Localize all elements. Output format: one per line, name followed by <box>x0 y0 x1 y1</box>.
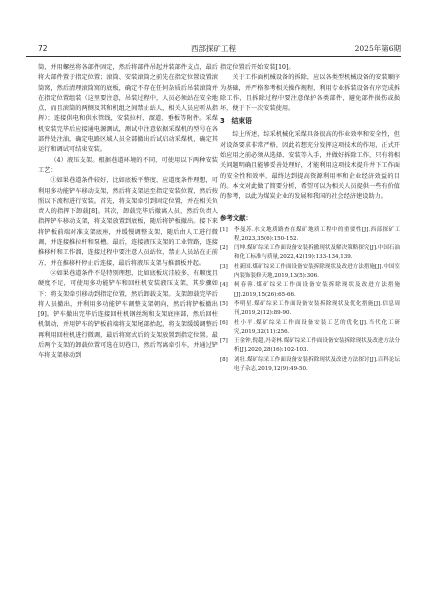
reference-item <box>220 226 400 245</box>
journal-title: 西部探矿工程 <box>191 44 236 53</box>
reference-item <box>220 244 400 263</box>
reference-list <box>220 226 400 375</box>
reference-item <box>220 356 400 375</box>
reference-number: [4] <box>220 282 228 289</box>
page-header <box>26 43 401 55</box>
reference-item <box>220 337 400 356</box>
body-paragraph: 筒，并用螺丝将各部件固定，然后将部件吊起并装部件支点，最后将大部件置于指定位置；滚筒、安装滚筒之前先在指定位置设置滚筒窝，然后清理滚筒窝的底板，确定不存在任何杂质后吊装滚筒并在指定位置组装（这里要注意，吊装过程中，人员必须站在安全地点，而且滚筒的两侧及其和机组之间禁止站人，相关人员应听从指挥）；连接供电和供水管线，安装拉杆、溜道、垂板等附件。采煤机安装完毕后应接通电源测试，测试中注意依据采煤机的型号在各部件处注油，确定电路区域人员全部撤出后试启动采煤机，确定其运行和调试可结束安装。 <box>38 64 218 154</box>
body-paragraph: 指定位置后开始安装[10]。 <box>220 64 295 71</box>
reference-number: [5] <box>220 300 228 307</box>
reference-item <box>220 281 400 300</box>
reference-number: [1] <box>220 226 228 233</box>
reference-number: [7] <box>220 338 228 345</box>
reference-number: [2] <box>220 245 228 252</box>
reference-number: [3] <box>220 263 228 270</box>
right-paragraphs <box>220 63 400 114</box>
reference-number: [8] <box>220 356 228 363</box>
body-paragraph: ①如果巷道条件较好，比如底板平整度、应道度条件理想，可利用多功能铲车移动支架，然后将支架运至指定安装位置，然后按照以下流程进行安装。首先，将支架牵引到固定位置，并在相关负责人的指挥下卸载[8]。其次，卸载完毕后撤离人员，然后负责人指挥铲车移动支架，将支架放置到底板，随后将铲板撤出。接下来将铲板前端对准支架底座，并缓慢调整支架，随后由人工进行微调，并连接推拉杆和泵槽。最后，连接液压支架的工业管路，连接推移杆和工作溜，连接过程中要注意人员站位，禁止人员站在正前方，并在推移杆停止后连接，最后将液压支架与推溜板并起。 <box>38 177 218 267</box>
page-number: 72 <box>38 44 48 53</box>
reference-text: 闫坤.煤矿综采工作面设备安装拆撤现状及解决策略探究[J].中国石油和化工标准与质量,2022,42(19):133-134,139. <box>234 245 400 261</box>
reference-text: 李明星.煤矿综采工作面设备安装拆除现状及优化措施[J].信息周刊,2019,2(12):89-90. <box>234 300 400 317</box>
reference-item <box>220 263 400 282</box>
reference-text: 杜小平.煤矿综采工作面设备安装工艺的优化[J].当代化工研究,2019,32(11):256. <box>234 319 400 335</box>
reference-item <box>220 319 400 338</box>
reference-text: 刘壮.煤矿综采工作面设备安装拆除现状及改进方法探讨[J].百科论坛电子杂志,2019,12(9):49-50. <box>234 356 400 373</box>
left-column <box>38 63 218 362</box>
issue-label: 2025年第6期 <box>354 44 401 53</box>
body-paragraph: 关于工作面机械设备的拆除，应以各类型机械设备的安装顺序为基础，并严格参考相关操作规程，利用专业拆装设备有序完成拆除工作，且拆除过程中要注意保护各类部件，避免部件损伤或损坏，便于下一次安装使用。 <box>220 74 400 113</box>
body-paragraph: （4）液压支架。根据巷道环境的不同，可使用以下两种安装工艺： <box>38 156 218 174</box>
reference-text: 杜新国.煤矿综采工作面设备安装拆除现状及改进方法措施[J].中国室内装饰装修天地,2019,13(5):306. <box>234 263 400 280</box>
body-paragraph: ②如果巷道条件不是特别理想，比如底板坑洼较多，有顺度且硬度不足，可使用多功能铲车和回柱机安装液压支架，其步骤如下：将支架牵引移动到指定位置，然后卸载支架。支架卸载完毕后将人员撤出，并利用多功能铲车调整支架朝向，然后将铲板撤出[9]。铲车撤出完毕后连接回柱机钢丝绳和支架底座部，然后回柱机制动，并用铲车的铲板前端将支架尾部抬起，将支架缓缓调整后再利用回柱机进行微调，最后将窝式后的支架放置到指定位置。最后两个支架的卸载位置可选在切巷口，然后驾离牵引车，并通过铲车将支架移动到 <box>38 269 218 360</box>
reference-number: [6] <box>220 319 228 326</box>
reference-item <box>220 300 400 319</box>
reference-text: 王金钟,倪超,冯奇林.煤矿综采工作面设备安装拆除现状及改进方法分析[J].2020,28(16):102-103. <box>234 338 400 354</box>
section-heading-conclusion: 3 结束语 <box>220 117 252 126</box>
references-heading: 参考文献： <box>220 213 252 222</box>
right-column <box>220 63 400 374</box>
conclusion-paragraph: 综上所述，综采机械化采煤具备很高的作业效率和安全性，但对设备要求非常严格，因此若想充分发挥这项技术的作用，正式开始应用之前必须从选择、安装等入手，并做好拆除工作，只有将相关问题明确且能够妥善处理好，才能利用这项技术提升井下工作面的安全性和效率，最终达到提高资源利用率和企业经济效益的目的。本文对此做了简要分析，希望可以为相关人员提供一些有价值的参考，以此为煤炭企业的发展和我国的社会经济建设助力。 <box>220 131 400 201</box>
reference-text: 李曼苏.水文地质路查在煤矿地质工程中的重要性[J].西部探矿工程,2023,35(6):150-152. <box>234 226 400 242</box>
header-rule <box>26 56 401 57</box>
reference-text: 柯春蓉.煤矿综采工作面设备安装拆除现状及改进方法措施[J].2019,15(26):65-66. <box>234 282 400 298</box>
